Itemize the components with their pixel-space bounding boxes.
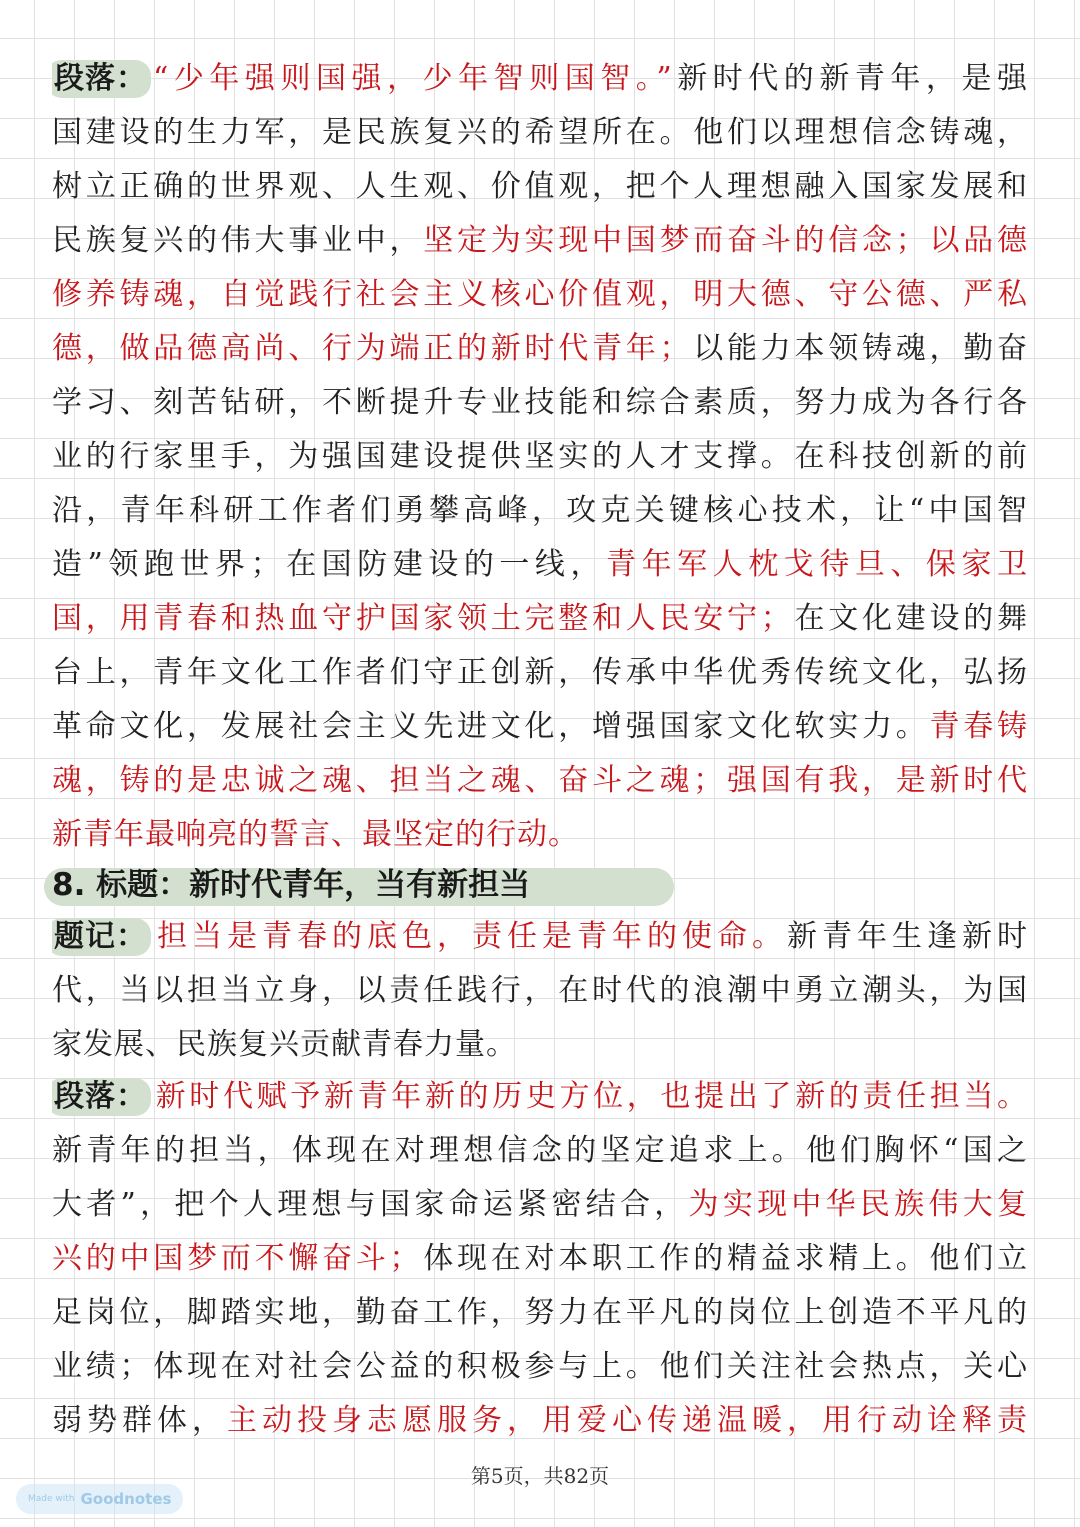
paragraph-2-line-3 <box>52 1178 1028 1232</box>
paragraph-1-line-13 <box>52 700 1028 754</box>
highlight-text: 青春铸 <box>929 709 1028 744</box>
paragraph-2-line-6 <box>52 1340 1028 1394</box>
paragraph-2-line-4 <box>52 1232 1028 1286</box>
text-segment: 树立正确的世界观、人生观、价值观，把个人理想融入国家发展和 <box>52 169 1028 204</box>
highlight-text: 青年军人枕戈待旦、保家卫 <box>606 547 1028 582</box>
text-segment: 造”领跑世界；在国防建设的一线， <box>52 547 607 582</box>
paragraph-2-line-1 <box>52 1070 1028 1124</box>
highlight-text: “少年强则国强，少年智则国智。” <box>153 61 673 96</box>
paragraph-1-line-12 <box>52 646 1028 700</box>
goodnotes-watermark <box>16 1484 183 1514</box>
paragraph-label: 段落： <box>52 1070 153 1124</box>
text-segment: 台上，青年文化工作者们守正创新，传承中华优秀传统文化，弘扬 <box>52 655 1028 690</box>
text-segment: 革命文化，发展社会主义先进文化，增强国家文化软实力。 <box>52 709 930 744</box>
page-number: 第5页，共82页 <box>470 1464 610 1488</box>
text-segment: 沿，青年科研工作者们勇攀高峰，攻克关键核心技术，让“中国智 <box>52 493 1028 528</box>
paragraph-1-line-1 <box>52 52 1028 106</box>
text-segment: 国建设的生力军，是民族复兴的希望所在。他们以理想信念铸魂， <box>52 115 1028 150</box>
text-segment: 民族复兴的伟大事业中， <box>52 223 424 258</box>
paragraph-1-line-2 <box>52 106 1028 160</box>
highlight-text: 为实现中华民族伟大复 <box>688 1187 1028 1222</box>
paragraph-1-line-6 <box>52 322 1028 376</box>
epigraph-line-2 <box>52 964 1028 1018</box>
text-segment: 业绩；体现在对社会公益的积极参与上。他们关注社会热点，关心 <box>52 1349 1028 1384</box>
watermark-brand: Goodnotes <box>80 1490 172 1508</box>
watermark-prefix: Made with <box>28 1494 75 1504</box>
text-segment: 足岗位，脚踏实地，勤奋工作，努力在平凡的岗位上创造不平凡的 <box>52 1295 1028 1330</box>
text-segment: 家发展、民族复兴贡献青春力量。 <box>52 1027 517 1062</box>
paragraph-1-line-8 <box>52 430 1028 484</box>
epigraph-line-1 <box>52 910 1028 964</box>
section-heading: 8. 标题：新时代青年，当有新担当 <box>52 867 531 903</box>
paragraph-label: 段落： <box>52 52 153 106</box>
highlight-text: 新时代赋予新青年新的历史方位，也提出了新的责任担当。 <box>153 1079 1028 1114</box>
highlight-text: 修养铸魂，自觉践行社会主义核心价值观，明大德、守公德、严私 <box>52 277 1028 312</box>
paragraph-1-line-3 <box>52 160 1028 214</box>
text-segment: 学习、刻苦钻研，不断提升专业技能和综合素质，努力成为各行各 <box>52 385 1028 420</box>
highlight-text: 魂，铸的是忠诚之魂、担当之魂、奋斗之魂；强国有我，是新时代 <box>52 763 1028 798</box>
paragraph-1-line-15 <box>52 808 1028 862</box>
text-segment: 新青年生逢新时 <box>787 919 1028 954</box>
paragraph-2-line-7 <box>52 1394 1028 1448</box>
text-segment: 在文化建设的舞 <box>791 601 1028 636</box>
text-segment: 大者”，把个人理想与国家命运紧密结合， <box>52 1187 689 1222</box>
highlight-text: 德，做品德高尚、行为端正的新时代青年； <box>52 331 691 366</box>
paragraph-1-line-7 <box>52 376 1028 430</box>
highlight-text: 国，用青春和热血守护国家领土完整和人民安宁； <box>52 601 792 636</box>
highlight-text: 主动投身志愿服务，用爱心传递温暖，用行动诠释责 <box>227 1403 1028 1438</box>
highlight-text: 兴的中国梦而不懈奋斗； <box>52 1241 421 1276</box>
text-segment: 体现在对本职工作的精益求精上。他们立 <box>420 1241 1028 1276</box>
paragraph-1-line-10 <box>52 538 1028 592</box>
highlight-text: 担当是青春的底色，责任是青年的使命。 <box>153 919 787 954</box>
paragraph-2-line-5 <box>52 1286 1028 1340</box>
highlight-text: 新青年最响亮的誓言、最坚定的行动。 <box>52 817 579 852</box>
epigraph-line-3 <box>52 1018 1028 1072</box>
paragraph-1-line-4 <box>52 214 1028 268</box>
paragraph-2-line-2 <box>52 1124 1028 1178</box>
text-segment: 以能力本领铸魂，勤奋 <box>690 331 1028 366</box>
text-segment: 代，当以担当立身，以责任践行，在时代的浪潮中勇立潮头，为国 <box>52 973 1028 1008</box>
text-segment: 新青年的担当，体现在对理想信念的坚定追求上。他们胸怀“国之 <box>52 1133 1028 1168</box>
paragraph-1-line-11 <box>52 592 1028 646</box>
text-segment: 业的行家里手，为强国建设提供坚实的人才支撑。在科技创新的前 <box>52 439 1028 474</box>
highlight-text: 坚定为实现中国梦而奋斗的信念；以品德 <box>423 223 1028 258</box>
paragraph-1-line-14 <box>52 754 1028 808</box>
text-segment: 新时代的新青年，是强 <box>672 61 1028 96</box>
paragraph-1-line-9 <box>52 484 1028 538</box>
epigraph-label: 题记： <box>52 910 153 964</box>
text-segment: 弱势群体， <box>52 1403 227 1438</box>
paragraph-1-line-5 <box>52 268 1028 322</box>
